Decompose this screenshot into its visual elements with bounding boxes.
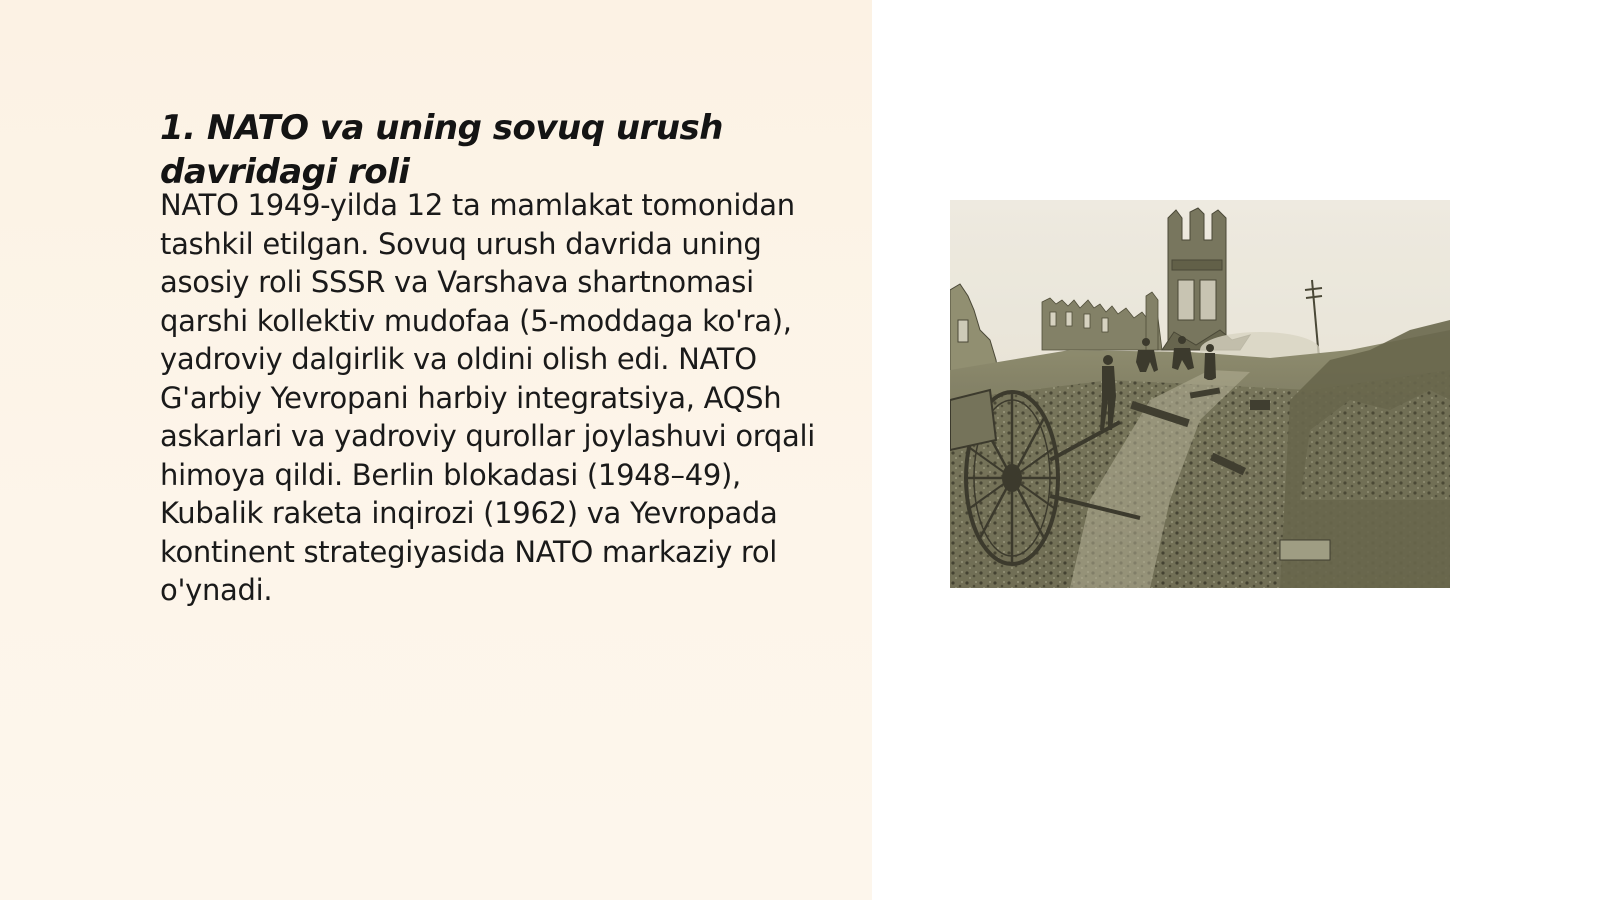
war-ruins-photo [950, 200, 1450, 588]
slide-title: 1. NATO va uning sovuq urush davridagi roli [160, 108, 724, 192]
slide-body-text: NATO 1949-yilda 12 ta mamlakat tomonidan tashkil etilgan. Sovuq urush davrida uning asosiy roli SSSR va Varshava shartnomasi qarshi kollektiv mudofaa (5-moddaga ko'ra), yadroviy dalgirlik va oldini olish edi. NATO G'arbiy Yevropani harbiy integratsiya, AQSh askarlari va yadroviy qurollar joylashuvi orqali himoya qildi. Berlin blokadasi (1948–49), Kubalik raketa inqirozi (1962) va Yevropada kontinent strategiyasida NATO markaziy rol o'ynadi. [160, 188, 815, 607]
